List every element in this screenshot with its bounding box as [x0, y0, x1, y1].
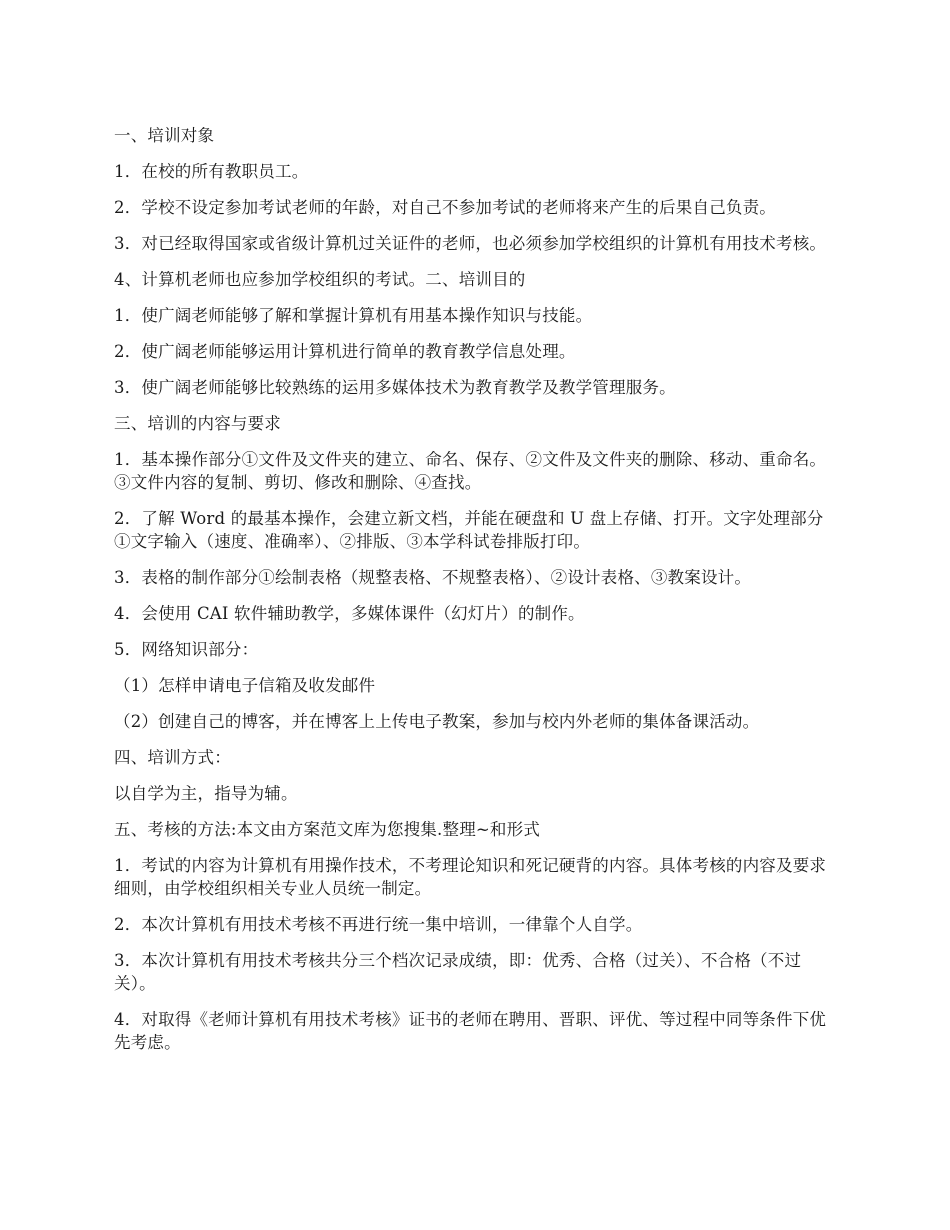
section-heading: 三、培训的内容与要求 [114, 414, 281, 433]
paragraph: 4．对取得《老师计算机有用技术考核》证书的老师在聘用、晋职、评优、等过程中同等条件下优先考虑。 [114, 1010, 827, 1052]
paragraph: 1．基本操作部分①文件及文件夹的建立、命名、保存、②文件及文件夹的删除、移动、重命名。③文件内容的复制、剪切、修改和删除、④查找。 [114, 450, 827, 492]
document-body [114, 124, 836, 1067]
paragraph: （2）创建自己的博客，并在博客上上传电子教案，参加与校内外老师的集体备课活动。 [114, 712, 760, 731]
paragraph: 1．考试的内容为计算机有用操作技术，不考理论知识和死记硬背的内容。具体考核的内容及要求细则，由学校组织相关专业人员统一制定。 [114, 856, 827, 898]
section-heading: 四、培训方式： [114, 748, 231, 767]
section-heading: 一、培训对象 [114, 126, 215, 145]
paragraph: 2．使广阔老师能够运用计算机进行简单的教育教学信息处理。 [114, 342, 576, 361]
paragraph: 3．使广阔老师能够比较熟练的运用多媒体技术为教育教学及教学管理服务。 [114, 378, 676, 397]
paragraph: 3．本次计算机有用技术考核共分三个档次记录成绩，即：优秀、合格（过关）、不合格（不过关）。 [114, 951, 802, 993]
section-heading: 五、考核的方法:本文由方案范文库为您搜集.整理~和形式 [114, 820, 541, 839]
paragraph: 3．对已经取得国家或省级计算机过关证件的老师，也必须参加学校组织的计算机有用技术考核。 [114, 234, 827, 253]
paragraph: 1．在校的所有教职员工。 [114, 162, 309, 181]
paragraph: 2．了解 Word 的最基本操作，会建立新文档，并能在硬盘和 U 盘上存储、打开。文字处理部分①文字输入（速度、准确率）、②排版、③本学科试卷排版打印。 [114, 509, 824, 551]
paragraph: （1）怎样申请电子信箱及收发邮件 [114, 676, 376, 695]
paragraph: 4．会使用 CAI 软件辅助教学，多媒体课件（幻灯片）的制作。 [114, 604, 585, 623]
paragraph: 5．网络知识部分： [114, 640, 259, 659]
paragraph: 4、计算机老师也应参加学校组织的考试。二、培训目的 [114, 270, 526, 289]
paragraph: 以自学为主，指导为辅。 [114, 784, 298, 803]
paragraph: 1．使广阔老师能够了解和掌握计算机有用基本操作知识与技能。 [114, 306, 593, 325]
paragraph: 2．学校不设定参加考试老师的年龄，对自己不参加考试的老师将来产生的后果自己负责。 [114, 198, 776, 217]
paragraph: 3．表格的制作部分①绘制表格（规整表格、不规整表格）、②设计表格、③教案设计。 [114, 568, 752, 587]
paragraph: 2．本次计算机有用技术考核不再进行统一集中培训，一律靠个人自学。 [114, 915, 643, 934]
